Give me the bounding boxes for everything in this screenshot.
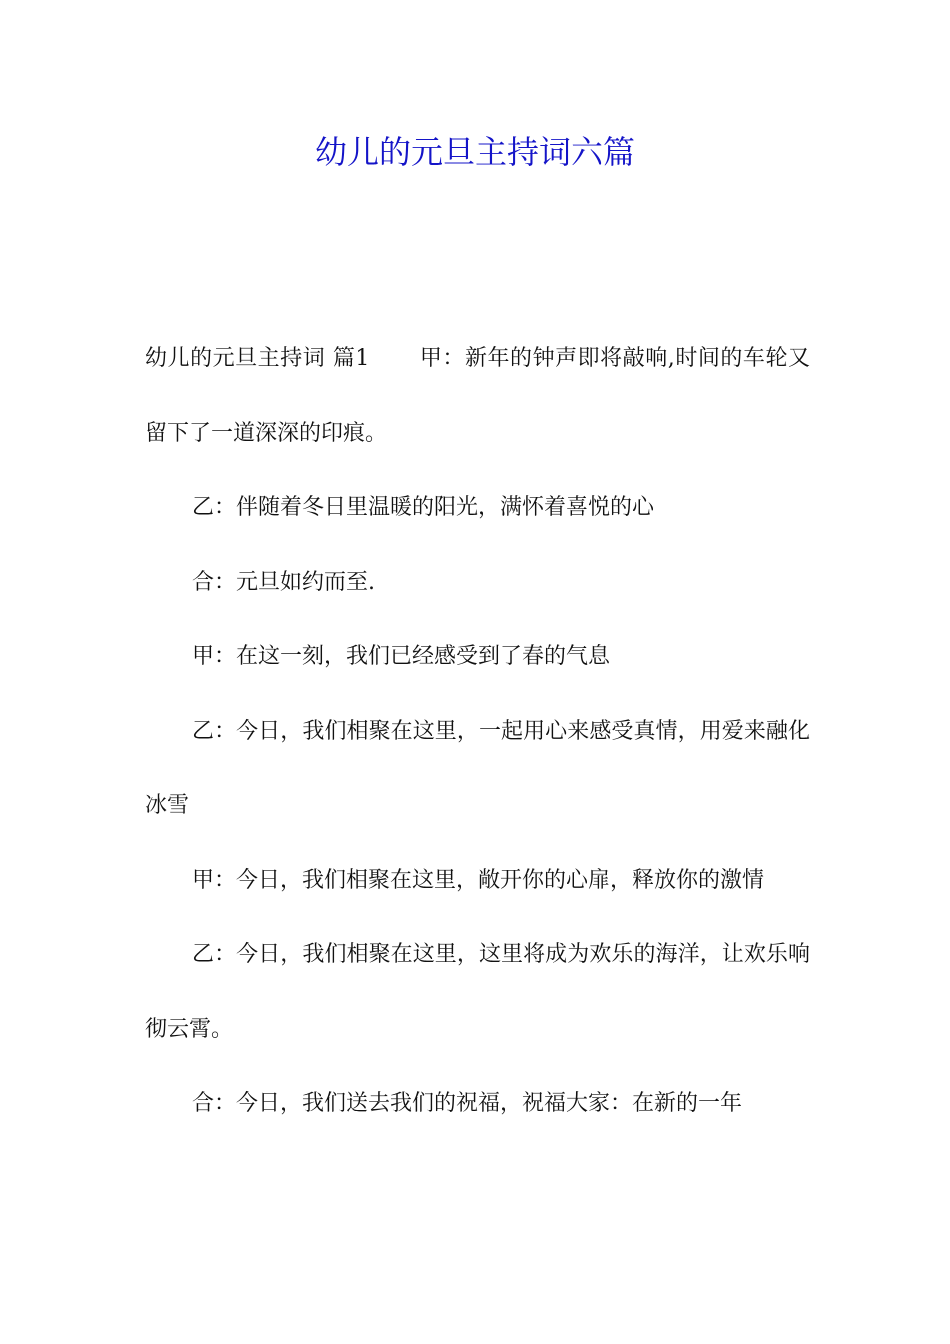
document-title: 幼儿的元旦主持词六篇 bbox=[314, 133, 635, 171]
paragraph: 乙：伴随着冬日里温暖的阳光，满怀着喜悦的心 bbox=[192, 495, 655, 520]
paragraph: 合：元旦如约而至. bbox=[192, 569, 375, 595]
paragraph: 甲：在这一刻，我们已经感受到了春的气息 bbox=[192, 644, 611, 669]
section-heading: 幼儿的元旦主持词 篇1 bbox=[145, 346, 370, 371]
document-body bbox=[145, 322, 810, 1142]
first-paragraph-text: 甲：新年的钟声即将敲响,时间的车轮又留下了一道深深的印痕。 bbox=[145, 346, 810, 446]
paragraph: 甲：今日，我们相聚在这里，敞开你的心扉，释放你的激情 bbox=[192, 867, 765, 893]
paragraph: 乙：今日，我们相聚在这里，这里将成为欢乐的海洋，让欢乐响彻云霄。 bbox=[145, 942, 810, 1042]
first-paragraph bbox=[145, 322, 810, 471]
paragraph: 合：今日，我们送去我们的祝福，祝福大家：在新的一年 bbox=[192, 1091, 743, 1116]
paragraph: 乙：今日，我们相聚在这里，一起用心来感受真情，用爱来融化冰雪 bbox=[145, 718, 810, 818]
